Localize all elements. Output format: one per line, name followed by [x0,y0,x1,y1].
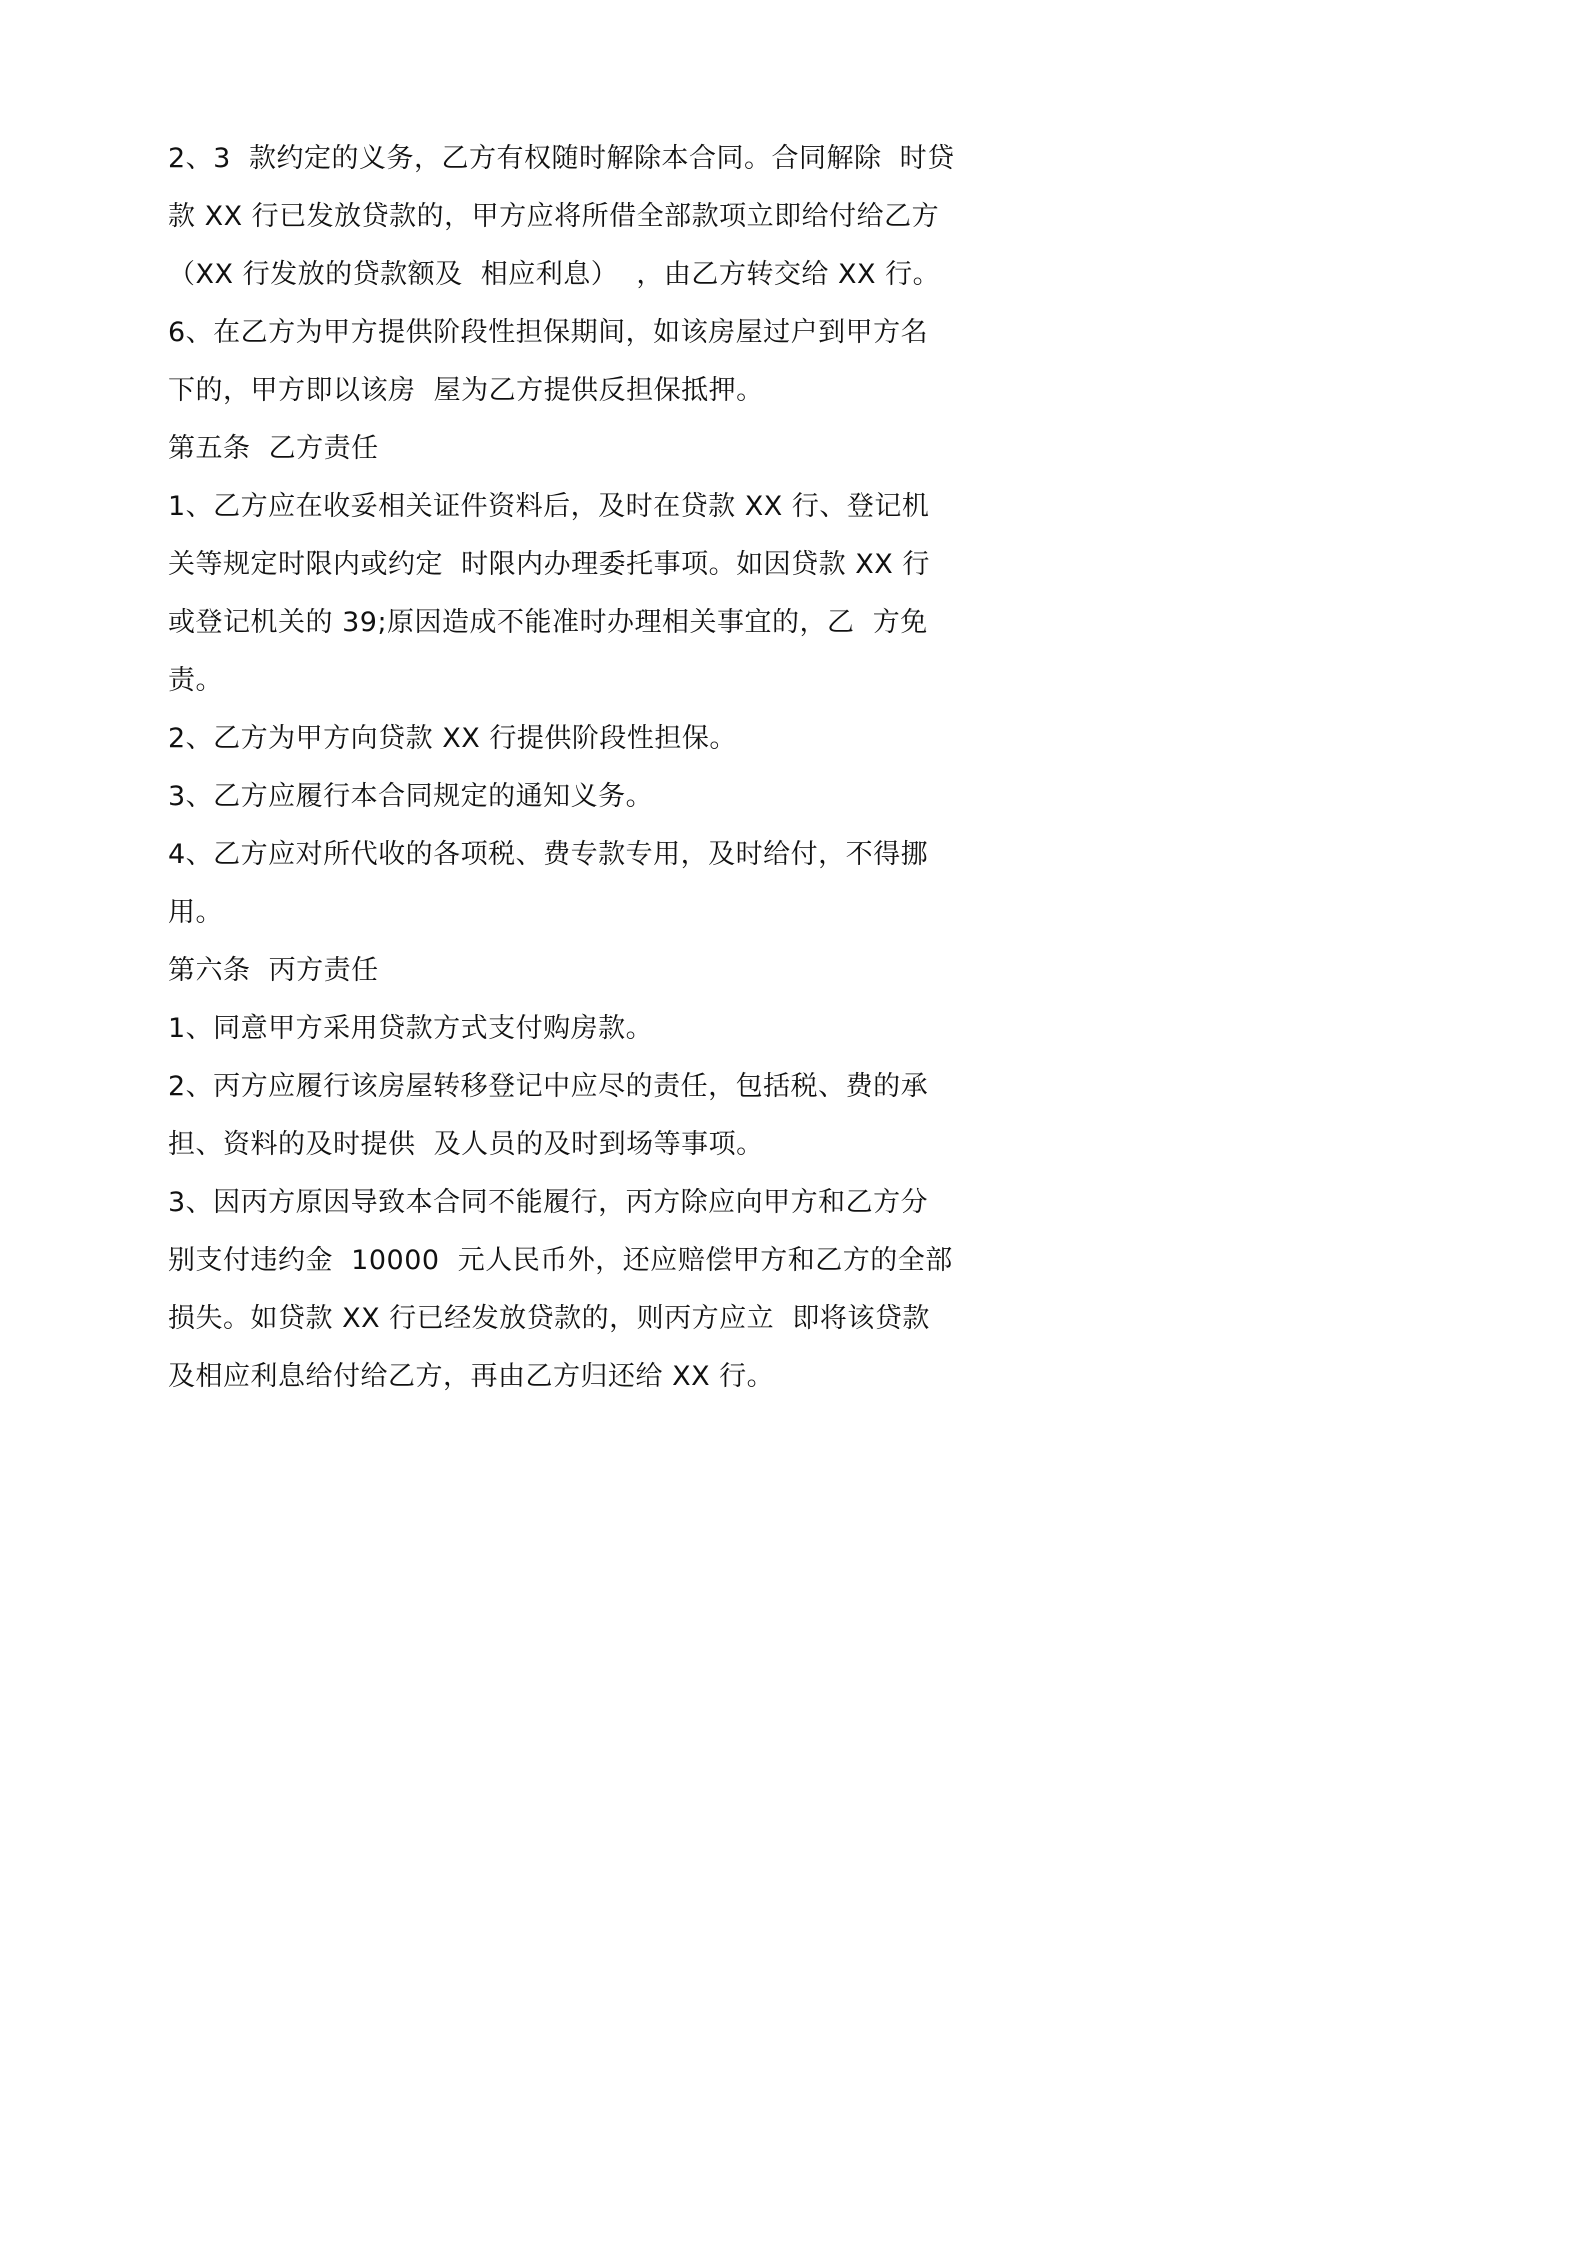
text-line: 1、同意甲方采用贷款方式支付购房款。 [168,1013,654,1044]
document-page [0,0,1100,1556]
text-line: 或登记机关的 39;原因造成不能准时办理相关事宜的，乙 方免 [168,607,928,638]
text-line: 1、乙方应在收妥相关证件资料后，及时在贷款 XX 行、登记机 [168,491,930,522]
text-line: 损失。如贷款 XX 行已经发放贷款的，则丙方应立 即将该贷款 [168,1303,930,1334]
text-line: 2、乙方为甲方向贷款 XX 行提供阶段性担保。 [168,723,737,754]
text-line: 6、在乙方为甲方提供阶段性担保期间，如该房屋过户到甲方名 [168,317,929,348]
text-line: 关等规定时限内或约定 时限内办理委托事项。如因贷款 XX 行 [168,549,930,580]
document-body [168,130,955,1406]
text-line: 用。 [168,897,223,928]
text-line: 款 XX 行已发放贷款的，甲方应将所借全部款项立即给付给乙方 [168,201,940,232]
text-line: 别支付违约金 10000 元人民币外，还应赔偿甲方和乙方的全部 [168,1245,953,1276]
text-line: 担、资料的及时提供 及人员的及时到场等事项。 [168,1129,764,1160]
text-line: 责。 [168,665,223,696]
text-line: （XX 行发放的贷款额及 相应利息） ，由乙方转交给 XX 行。 [168,259,941,290]
text-line: 及相应利息给付给乙方，再由乙方归还给 XX 行。 [168,1361,775,1392]
text-line: 4、乙方应对所代收的各项税、费专款专用，及时给付，不得挪 [168,839,929,870]
text-line: 2、3 款约定的义务，乙方有权随时解除本合同。合同解除 时贷 [168,143,955,174]
text-line: 2、丙方应履行该房屋转移登记中应尽的责任，包括税、费的承 [168,1071,929,1102]
section-heading-6: 第六条 丙方责任 [168,955,379,986]
text-line: 3、因丙方原因导致本合同不能履行，丙方除应向甲方和乙方分 [168,1187,929,1218]
section-heading-5: 第五条 乙方责任 [168,433,379,464]
text-line: 下的，甲方即以该房 屋为乙方提供反担保抵押。 [168,375,764,406]
text-line: 3、乙方应履行本合同规定的通知义务。 [168,781,654,812]
